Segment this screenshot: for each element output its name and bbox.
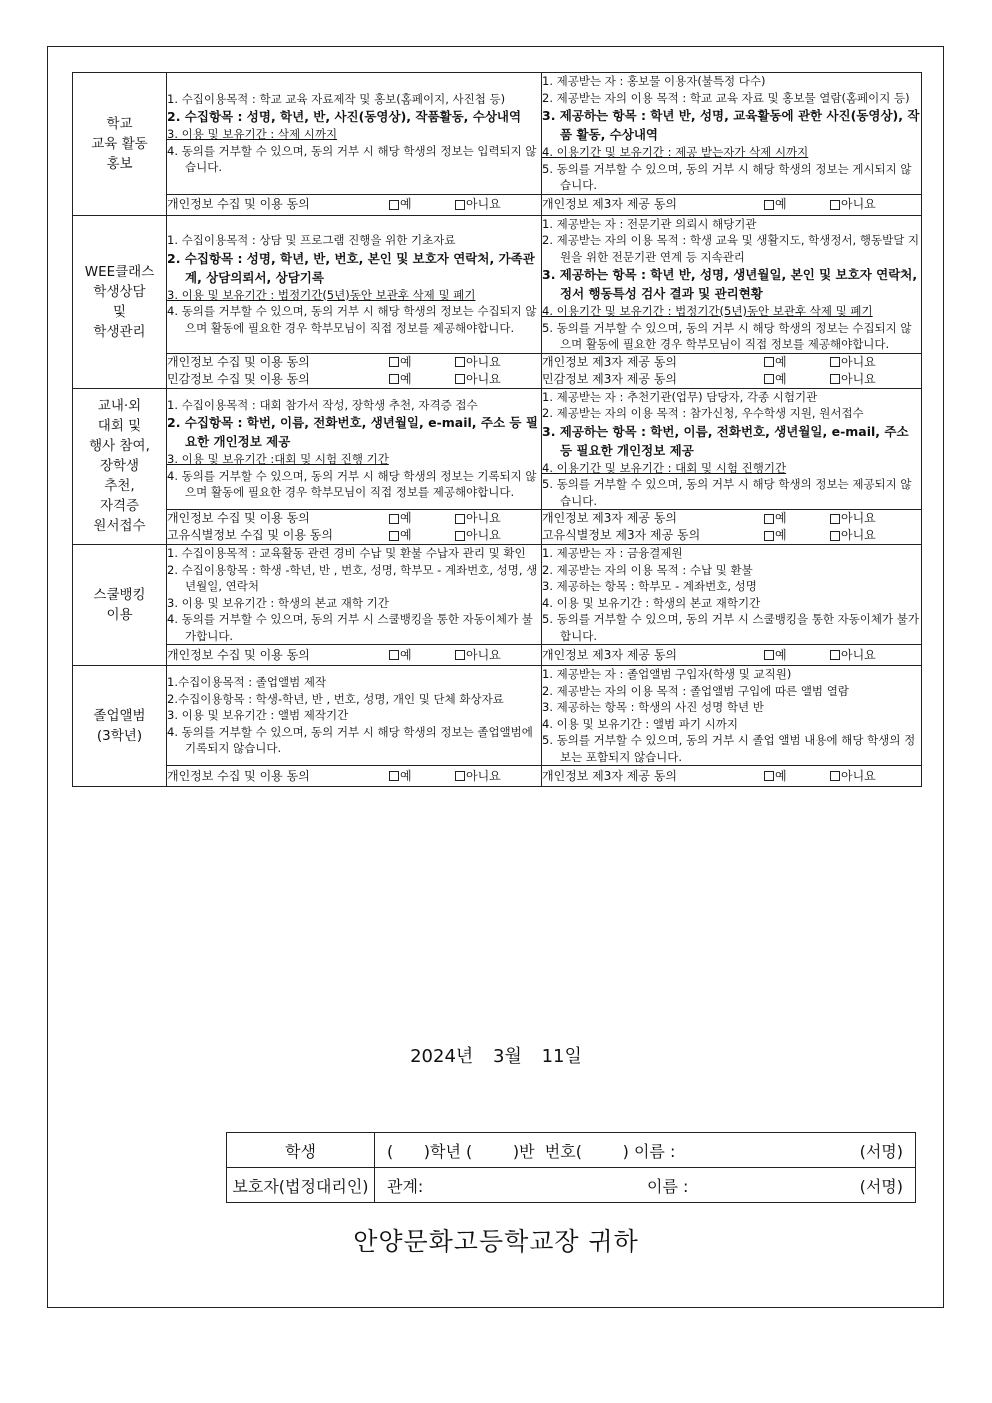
signature-table [226, 1132, 916, 1203]
consent-label: 개인정보 수집 및 이용 동의 [167, 354, 310, 369]
no-checkbox[interactable] [455, 354, 521, 371]
collect-info-cell [167, 73, 542, 195]
checkbox-square[interactable] [455, 200, 465, 210]
category-label: 추천, [104, 478, 135, 495]
provide-item: 5. 동의를 거부할 수 있으며, 동의 거부 시 졸업 앨범 내용에 해당 학생의 정보는 포함되지 않습니다. [542, 733, 916, 764]
provide-info-cell [542, 73, 922, 195]
collect-item: 1. 수집이용목적 : 상담 및 프로그램 진행을 위한 기초자료 [167, 233, 456, 247]
no-checkbox[interactable] [830, 354, 896, 371]
checkbox-square[interactable] [455, 357, 465, 367]
no-checkbox[interactable] [455, 527, 521, 544]
consent-cell [542, 766, 922, 787]
option-label: 아니요 [466, 371, 501, 386]
category-label: 스쿨뱅킹 [93, 587, 146, 603]
collect-item: 4. 동의를 거부할 수 있으며, 동의 거부 시 해당 학생의 정보는 수집되지 않으며 활동에 필요한 경우 학부모님이 직접 정보를 제공해야합니다. [167, 304, 537, 335]
category-cell [73, 215, 167, 388]
consent-row [167, 510, 541, 527]
yes-checkbox[interactable] [389, 768, 455, 785]
category-label: 학교 [106, 115, 133, 132]
checkbox-square[interactable] [455, 374, 465, 384]
provide-info-cell [542, 545, 922, 645]
provide-item: 2. 제공받는 자의 이용 목적 : 졸업앨범 구입에 따른 앨범 열람 [542, 683, 849, 698]
no-checkbox[interactable] [455, 196, 521, 213]
checkbox-square[interactable] [830, 357, 840, 367]
option-label: 예 [775, 768, 787, 783]
collect-item: 2. 수집항목 : 성명, 학년, 반, 사진(동영상), 작품활동, 수상내역 [167, 109, 522, 125]
yes-checkbox[interactable] [389, 510, 455, 527]
relation-label: 관계: [387, 1176, 424, 1196]
checkbox-square[interactable] [830, 200, 840, 210]
option-label: 아니요 [841, 371, 876, 386]
yes-checkbox[interactable] [764, 371, 830, 388]
collect-info-cell [167, 215, 542, 353]
checkbox-square[interactable] [764, 374, 774, 384]
provide-item: 2. 제공받는 자의 이용 목적 : 학생 교육 및 생활지도, 학생정서, 행동발달 지원을 위한 전문기관 연계 등 지속관리 [542, 233, 920, 264]
consent-cell [167, 194, 542, 215]
category-label: 원서접수 [93, 518, 146, 535]
consent-label: 개인정보 제3자 제공 동의 [542, 197, 677, 211]
collect-item: 2. 수집항목 : 학번, 이름, 전화번호, 생년월일, e-mail, 주소 등 필요한 개인정보 제공 [167, 415, 538, 450]
no-checkbox[interactable] [830, 768, 896, 785]
consent-row [167, 196, 541, 213]
provide-item: 1. 제공받는 자 : 추천기관(업무) 담당자, 각종 시험기관 [542, 389, 818, 404]
provide-item: 1. 제공받는 자 : 전문기관 의뢰시 해당기관 [542, 216, 757, 231]
provide-item: 5. 동의를 거부할 수 있으며, 동의 거부 시 해당 학생의 정보는 게시되지 않습니다. [542, 161, 912, 192]
checkbox-square[interactable] [764, 531, 774, 541]
category-label: 교내·외 [97, 398, 142, 415]
collect-item: 4. 동의를 거부할 수 있으며, 동의 거부 시 해당 학생의 정보는 졸업앨범에 기록되지 않습니다. [167, 724, 533, 756]
checkbox-square[interactable] [389, 357, 399, 367]
checkbox-square[interactable] [764, 200, 774, 210]
collect-info-cell [167, 545, 542, 645]
provide-info-cell [542, 215, 922, 353]
no-checkbox[interactable] [455, 647, 521, 664]
consent-label: 민감정보 수집 및 이용 동의 [167, 371, 310, 386]
no-checkbox[interactable] [830, 527, 896, 544]
collect-item: 1. 수집이용목적 : 학교 교육 자료제작 및 홍보(홈페이지, 사진첩 등) [167, 91, 506, 106]
category-label: 및 [112, 303, 127, 320]
guardian-sign: (서명) [859, 1176, 903, 1196]
student-sign: (서명) [859, 1141, 903, 1161]
provide-item: 3. 제공하는 항목 : 학년 반, 성명, 생년월일, 본인 및 보호자 연락처, 정서 행동특성 검사 결과 및 관리현황 [542, 267, 918, 301]
checkbox-square[interactable] [455, 531, 465, 541]
no-checkbox[interactable] [455, 510, 521, 527]
yes-checkbox[interactable] [389, 196, 455, 213]
collect-item: 3. 이용 및 보유기간 : 법정기간(5년)동안 보관후 삭제 및 폐기 [167, 287, 476, 302]
collect-item: 1. 수집이용목적 : 대회 참가서 작성, 장학생 추천, 자격증 접수 [167, 397, 478, 412]
collect-item: 2. 수집이용항목 : 학생 -학년, 반 , 번호, 성명, 학부모 - 계좌번호, 성명, 생년월일, 연락처 [167, 562, 538, 593]
provide-item: 4. 이용기간 및 보유기간 : 법정기간(5년)동안 보관후 삭제 및 폐기 [542, 304, 873, 318]
collect-info-cell [167, 666, 542, 766]
yes-checkbox[interactable] [764, 196, 830, 213]
category-cell [73, 545, 167, 666]
collect-item: 2.수집이용항목 : 학생-학년, 반 , 번호, 성명, 개인 및 단체 화상자료 [167, 691, 504, 706]
collect-item: 3. 이용 및 보유기간 :대회 및 시험 진행 기간 [167, 452, 389, 467]
provide-item: 3. 제공하는 항목 : 학번, 이름, 전화번호, 생년월일, e-mail, 주소 등 필요한 개인정보 제공 [542, 423, 909, 458]
yes-checkbox[interactable] [764, 510, 830, 527]
consent-label: 민감정보 제3자 제공 동의 [542, 371, 677, 386]
checkbox-square[interactable] [764, 514, 774, 524]
student-label: 학생 [227, 1133, 375, 1168]
category-label: 홍보 [106, 155, 133, 172]
student-fields: ( )학년 ( )반 번호( ) 이름 : [387, 1141, 676, 1161]
consent-row [542, 647, 921, 664]
category-label: 행사 참여, [89, 438, 150, 455]
consent-row [542, 768, 921, 785]
no-checkbox[interactable] [830, 647, 896, 664]
option-label: 아니요 [466, 511, 501, 525]
collect-item: 4. 동의를 거부할 수 있으며, 동의 거부 시 해당 학생의 정보는 기록되지 않으며 활동에 필요한 경우 학부모님이 직접 정보를 제공해야합니다. [167, 468, 537, 500]
yes-checkbox[interactable] [764, 354, 830, 371]
consent-row [542, 510, 921, 527]
option-label: 아니요 [841, 354, 876, 369]
guardian-name-label: 이름 : [647, 1176, 689, 1196]
yes-checkbox[interactable] [764, 647, 830, 664]
collect-item: 4. 동의를 거부할 수 있으며, 동의 거부 시 스쿨뱅킹을 통한 자동이체가 불가합니다. [167, 612, 533, 643]
provide-item: 3. 제공하는 항목 : 학생의 사진 성명 학년 반 [542, 700, 764, 714]
checkbox-square[interactable] [764, 771, 774, 781]
provide-item: 5. 동의를 거부할 수 있으며, 동의 거부 시 해당 학생의 정보는 제공되지 않습니다. [542, 477, 912, 508]
date: 2024년 3월 11일 [410, 1046, 582, 1067]
consent-row [542, 196, 921, 213]
collect-item: 2. 수집항목 : 성명, 학년, 반, 번호, 본인 및 보호자 연락처, 가족관계, 상담의뢰서, 상담기록 [167, 250, 535, 285]
consent-cell [542, 645, 922, 666]
yes-checkbox[interactable] [389, 354, 455, 371]
consent-label: 개인정보 제3자 제공 동의 [542, 647, 677, 662]
option-label: 아니요 [841, 511, 876, 525]
option-label: 예 [400, 511, 412, 525]
consent-label: 개인정보 수집 및 이용 동의 [167, 197, 310, 211]
checkbox-square[interactable] [389, 531, 399, 541]
category-label: (3학년) [96, 728, 143, 744]
consent-label: 개인정보 제3자 제공 동의 [542, 354, 677, 369]
no-checkbox[interactable] [455, 768, 521, 785]
collect-item: 1. 수집이용목적 : 교육활동 관련 경비 수납 및 환불 수납자 관리 및 확인 [167, 546, 526, 560]
consent-label: 개인정보 제3자 제공 동의 [542, 768, 677, 783]
no-checkbox[interactable] [830, 510, 896, 527]
category-label: 장학생 [99, 458, 140, 475]
consent-cell [542, 194, 922, 215]
option-label: 예 [400, 197, 412, 211]
checkbox-square[interactable] [830, 514, 840, 524]
option-label: 아니요 [841, 768, 876, 783]
category-label: WEE클래스 [84, 263, 155, 280]
category-cell [73, 388, 167, 545]
provide-item: 3. 제공하는 항목 : 학년 반, 성명, 교육활동에 관한 사진(동영상), 작품 활동, 수상내역 [542, 108, 920, 142]
consent-label: 개인정보 수집 및 이용 동의 [167, 647, 310, 662]
option-label: 예 [775, 371, 787, 386]
consent-cell [167, 645, 542, 666]
option-label: 아니요 [466, 197, 501, 211]
consent-row [542, 371, 921, 388]
checkbox-square[interactable] [389, 200, 399, 210]
collect-item: 3. 이용 및 보유기간 : 학생의 본교 재학 기간 [167, 595, 389, 610]
collect-item: 4. 동의를 거부할 수 있으며, 동의 거부 시 해당 학생의 정보는 입력되지 않습니다. [167, 143, 537, 175]
consent-row [167, 371, 541, 388]
student-info-row[interactable] [375, 1133, 916, 1168]
provide-item: 4. 이용 및 보유기간 : 학생의 본교 재학기간 [542, 595, 761, 610]
collect-item: 3. 이용 및 보유기간 : 앨범 제작기간 [167, 708, 349, 723]
yes-checkbox[interactable] [389, 527, 455, 544]
provide-item: 2. 제공받는 자의 이용 목적 : 참가신청, 우수학생 지원, 원서접수 [542, 406, 864, 420]
option-label: 예 [775, 511, 787, 525]
category-label: 교육 활동 [91, 135, 148, 152]
collect-item: 1.수집이용목적 : 졸업앨범 제작 [167, 675, 327, 690]
provide-item: 1. 제공받는 자 : 금융결제원 [542, 546, 683, 560]
checkbox-square[interactable] [830, 771, 840, 781]
consent-row [167, 647, 541, 664]
category-cell [73, 666, 167, 787]
checkbox-square[interactable] [389, 374, 399, 384]
category-label: 대회 및 [97, 418, 142, 435]
consent-cell [542, 510, 922, 545]
checkbox-square[interactable] [389, 514, 399, 524]
consent-label: 개인정보 수집 및 이용 동의 [167, 768, 310, 783]
option-label: 아니요 [841, 197, 876, 211]
provide-info-cell [542, 388, 922, 510]
provide-item: 5. 동의를 거부할 수 있으며, 동의 거부 시 스쿨뱅킹을 통한 자동이체가 불가합니다. [542, 612, 919, 643]
yes-checkbox[interactable] [389, 371, 455, 388]
option-label: 예 [400, 768, 412, 783]
consent-label: 고유식별정보 제3자 제공 동의 [542, 528, 701, 542]
consent-cell [167, 766, 542, 787]
no-checkbox[interactable] [455, 371, 521, 388]
category-label: 학생관리 [93, 323, 146, 340]
yes-checkbox[interactable] [764, 527, 830, 544]
consent-cell [167, 510, 542, 545]
checkbox-square[interactable] [830, 531, 840, 541]
provide-item: 3. 제공하는 항목 : 학부모 - 계좌번호, 성명 [542, 579, 757, 593]
option-label: 아니요 [466, 528, 501, 542]
consent-row [542, 527, 921, 544]
recipient: 안양문화고등학교장 귀하 [353, 1227, 639, 1256]
consent-cell [542, 353, 922, 388]
option-label: 아니요 [466, 768, 501, 783]
checkbox-square[interactable] [455, 514, 465, 524]
provide-item: 4. 이용기간 및 보유기간 : 대회 및 시험 진행기간 [542, 460, 787, 475]
checkbox-square[interactable] [455, 650, 465, 660]
consent-cell [167, 353, 542, 388]
consent-label: 고유식별정보 수집 및 이용 동의 [167, 528, 333, 542]
consent-row [542, 354, 921, 371]
consent-row [167, 768, 541, 785]
collect-info-cell [167, 388, 542, 510]
yes-checkbox[interactable] [389, 647, 455, 664]
no-checkbox[interactable] [830, 371, 896, 388]
collect-item: 3. 이용 및 보유기간 : 삭제 시까지 [167, 127, 338, 142]
provide-item: 2. 제공받는 자의 이용 목적 : 수납 및 환불 [542, 562, 753, 577]
consent-row [167, 527, 541, 544]
option-label: 예 [400, 528, 412, 542]
checkbox-square[interactable] [830, 650, 840, 660]
checkbox-square[interactable] [389, 650, 399, 660]
yes-checkbox[interactable] [764, 768, 830, 785]
category-label: 졸업앨범 [93, 708, 146, 724]
consent-label: 개인정보 제3자 제공 동의 [542, 511, 677, 525]
consent-table [72, 72, 922, 787]
no-checkbox[interactable] [830, 196, 896, 213]
option-label: 예 [775, 528, 787, 542]
provide-item: 5. 동의를 거부할 수 있으며, 동의 거부 시 해당 학생의 정보는 수집되지 않으며 활동에 필요한 경우 학부모님이 직접 정보를 제공해야합니다. [542, 320, 912, 351]
option-label: 예 [775, 197, 787, 211]
consent-row [167, 354, 541, 371]
option-label: 예 [400, 371, 412, 386]
checkbox-square[interactable] [455, 771, 465, 781]
category-label: 학생상담 [93, 283, 146, 300]
option-label: 아니요 [466, 354, 501, 369]
option-label: 아니요 [841, 647, 876, 662]
checkbox-square[interactable] [830, 374, 840, 384]
consent-label: 개인정보 수집 및 이용 동의 [167, 511, 310, 525]
checkbox-square[interactable] [764, 650, 774, 660]
provide-item: 2. 제공받는 자의 이용 목적 : 학교 교육 자료 및 홍보물 열람(홈페이지 등) [542, 90, 910, 105]
provide-item: 1. 제공받는 자 : 홍보물 이용자(불특정 다수) [542, 74, 766, 88]
provide-item: 4. 이용 및 보유기간 : 앨범 파기 시까지 [542, 716, 738, 731]
option-label: 예 [400, 354, 412, 369]
guardian-label: 보호자(법정대리인) [227, 1168, 375, 1203]
provide-info-cell [542, 666, 922, 766]
option-label: 예 [400, 647, 412, 662]
provide-item: 4. 이용기간 및 보유기간 : 제공 받는자가 삭제 시까지 [542, 145, 809, 159]
option-label: 아니요 [841, 528, 876, 542]
checkbox-square[interactable] [764, 357, 774, 367]
option-label: 예 [775, 354, 787, 369]
guardian-info-row[interactable] [375, 1168, 916, 1203]
option-label: 아니요 [466, 647, 501, 662]
category-label: 자격증 [99, 498, 140, 515]
category-label: 이용 [106, 607, 133, 623]
option-label: 예 [775, 647, 787, 662]
category-cell [73, 73, 167, 216]
provide-item: 1. 제공받는 자 : 졸업앨범 구입자(학생 및 교직원) [542, 667, 792, 681]
checkbox-square[interactable] [389, 771, 399, 781]
